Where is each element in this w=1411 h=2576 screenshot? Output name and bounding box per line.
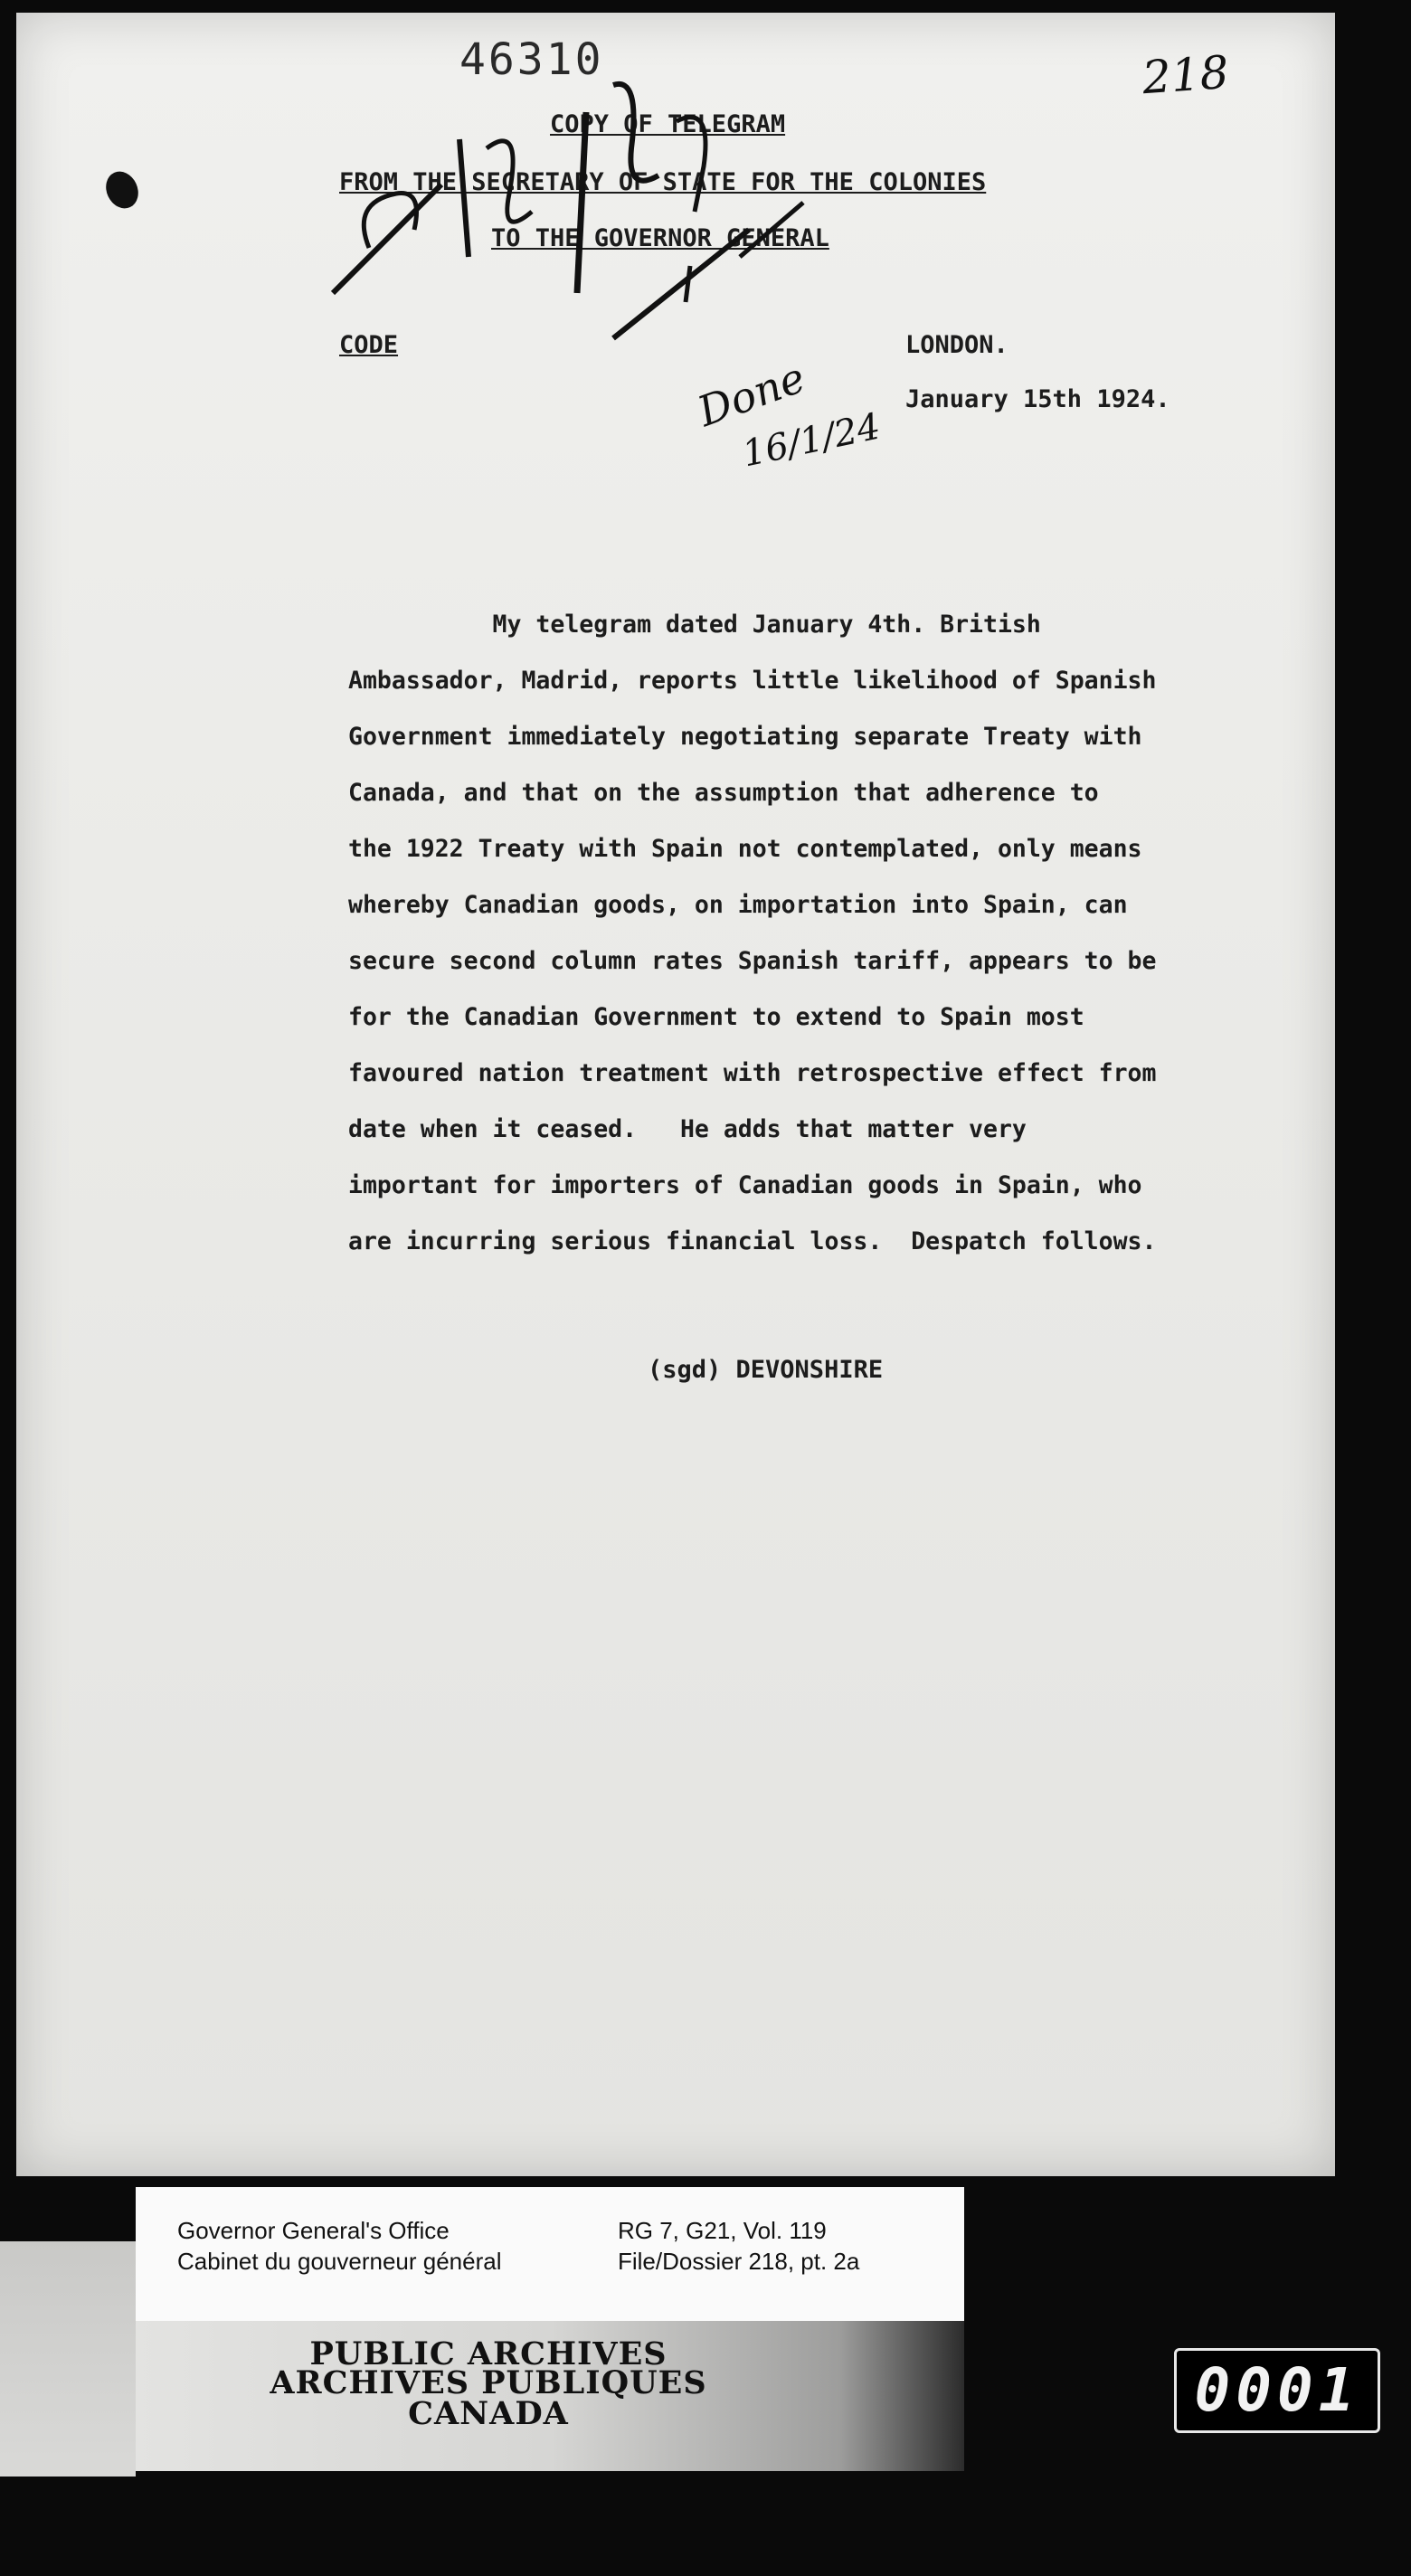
handwritten-annotation [315, 67, 857, 356]
file-reference: File/Dossier 218, pt. 2a [618, 2248, 860, 2275]
body-line: secure second column rates Spanish tariff, appears to be [348, 947, 1157, 975]
frame-counter: 0001 [1174, 2348, 1380, 2433]
code-label: CODE [339, 331, 399, 359]
place-of-origin: LONDON. [905, 331, 1009, 359]
telegram-recipient: TO THE GOVERNOR GENERAL [491, 224, 829, 252]
telegram-body [348, 597, 1298, 1270]
body-line: for the Canadian Government to extend to Spain most [348, 1003, 1084, 1031]
body-line: Canada, and that on the assumption that adherence to [348, 779, 1099, 807]
body-line: Ambassador, Madrid, reports little likelihood of Spanish [348, 667, 1157, 695]
telegram-date: January 15th 1924. [905, 385, 1170, 413]
record-group-reference: RG 7, G21, Vol. 119 [618, 2217, 827, 2244]
handwritten-done-note: Done [691, 352, 812, 437]
hole-punch [100, 166, 145, 213]
body-line: favoured nation treatment with retrospective effect from [348, 1059, 1157, 1087]
archive-strip-left [0, 2241, 136, 2477]
office-name-english: Governor General's Office [177, 2217, 450, 2244]
body-line: important for importers of Canadian goods in Spain, who [348, 1171, 1142, 1199]
file-number: 46310 [459, 34, 604, 85]
body-line: the 1922 Treaty with Spain not contemplated, only means [348, 835, 1142, 863]
handwritten-date-note: 16/1/24 [738, 405, 885, 476]
body-line: My telegram dated January 4th. British [348, 611, 1041, 639]
body-line: whereby Canadian goods, on importation into Spain, can [348, 891, 1128, 919]
office-name-french: Cabinet du gouverneur général [177, 2248, 502, 2275]
body-line: are incurring serious financial loss. Despatch follows. [348, 1227, 1157, 1255]
archives-country: CANADA [408, 2395, 569, 2432]
telegram-title: COPY OF TELEGRAM [550, 110, 786, 138]
telegram-page [16, 13, 1335, 2176]
archives-name-french: ARCHIVES PUBLIQUES [270, 2364, 707, 2401]
page-number: 218 [1141, 45, 1231, 105]
signature: (sgd) DEVONSHIRE [648, 1356, 884, 1384]
archive-reference-label [136, 2187, 964, 2321]
body-line: date when it ceased. He adds that matter very [348, 1115, 1027, 1143]
telegram-sender: FROM THE SECRETARY OF STATE FOR THE COLONIES [339, 168, 987, 196]
body-line: Government immediately negotiating separate Treaty with [348, 723, 1142, 751]
archives-name-english: PUBLIC ARCHIVES [309, 2335, 668, 2372]
